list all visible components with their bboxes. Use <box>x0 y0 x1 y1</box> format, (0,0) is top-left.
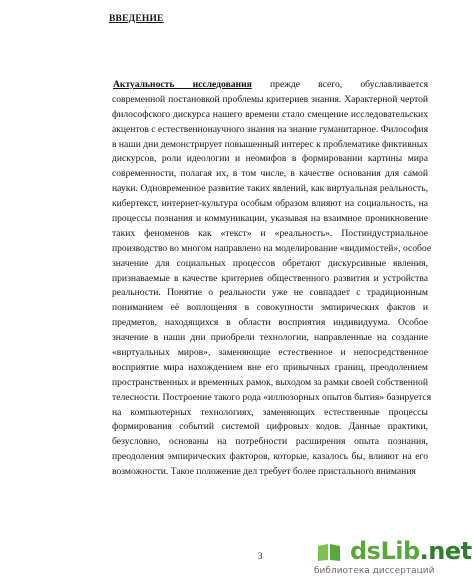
text-line: признаваемые в качестве критериев общественного развития и устройства <box>112 272 428 284</box>
text-line: безусловно, основаны на потребности расширения опыта познания, <box>112 436 428 448</box>
text-line: науки. Одновременное развитие таких явлений, как виртуальная реальность, <box>112 183 428 195</box>
text-line: формирования событий системой цифровых кодов. Данные практики, <box>112 421 428 433</box>
paragraph-lines <box>112 93 432 480</box>
watermark-logo <box>350 537 472 565</box>
text-line: реальности. Понятие о реальности уже не совпадает с традиционным <box>112 287 428 299</box>
watermark-logo-text: dsLib <box>350 537 420 565</box>
text-line: значение в наши дни приобрели технологии, направленные на создание <box>112 332 428 344</box>
text-line: философского дискурса нашего времени стало смещение исследовательских <box>112 108 428 120</box>
text-line: процессы познания и коммуникации, указывая на взаимное проникновение <box>112 213 428 225</box>
text-line: современной постановкой проблемы критериев знания. Характерной чертой <box>112 93 428 105</box>
text-line: «виртуальных миров», заменяющие естественное и непосредственное <box>112 347 428 359</box>
text-line: кибертекст, интернет-культура особым образом влияют на социальность, на <box>112 198 428 210</box>
text-line: таких феноменов как «текст» и «реальность». Постиндустриальное <box>112 227 428 239</box>
first-line <box>112 78 428 93</box>
text-line: предметов, находящихся в области восприятия индивидуума. Особое <box>112 317 428 329</box>
text-line: производство во многом направлено на моделирование «видимостей», особое <box>112 242 432 254</box>
text-line: пространственных и временных рамок, выходом за рамки своей собственной <box>112 376 428 388</box>
page-number: 3 <box>258 551 263 561</box>
book-logo-icon <box>316 542 342 562</box>
text-line: пониманием её воплощения в совокупности эмпирических фактов и <box>112 302 428 314</box>
text-line: телесности. Построение такого рода «иллюзорных опытов бытия» базируется <box>112 391 432 403</box>
text-line: дискурсов, роли идеологии и неомифов в формировании картины мира <box>112 153 428 165</box>
text-line: преодоления эмпирических факторов, которые, казалось бы, влияют на его <box>112 451 428 463</box>
text-line: восприятие мира нахождением вне его привычных границ, преодолением <box>112 361 428 373</box>
text-line: в наши дни демонстрирует повышенный интерес к проблематике фиктивных <box>112 138 429 150</box>
watermark-caption: библиотека диссертаций <box>314 566 435 576</box>
section-heading: ВВЕДЕНИЕ <box>109 14 164 24</box>
first-line-rest: прежде всего, обуславливается <box>270 79 428 90</box>
lead-phrase: Актуальность исследования <box>113 79 252 90</box>
watermark-logo-tld: .net <box>419 537 472 565</box>
text-line: возможности. Такое положение дел требует более пристального внимания <box>112 466 416 478</box>
text-line: значение для социальных процессов обретают дискурсивные явления, <box>112 257 428 269</box>
body-paragraph <box>112 78 432 480</box>
watermark <box>312 537 472 579</box>
text-line: на компьютерных технологиях, заменяющих естественные процессы <box>112 406 428 418</box>
text-line: акцентов с естественнонаучного знания на знание гуманитарное. Философия <box>112 123 429 135</box>
text-line: современности, полагая их, в том числе, в качестве основания для самой <box>112 168 428 180</box>
